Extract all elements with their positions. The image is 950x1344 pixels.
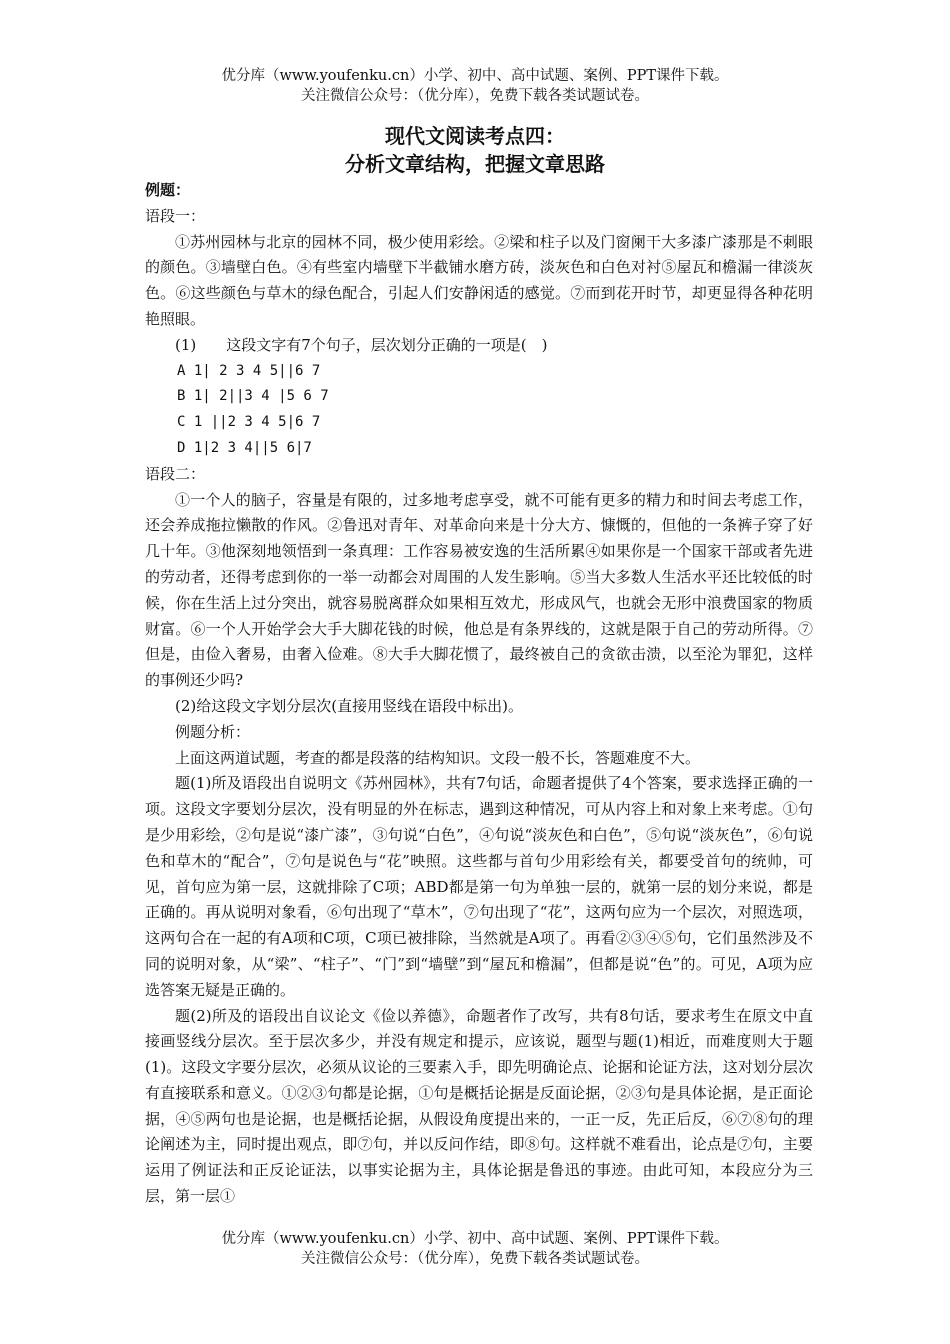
passage-1-label: 语段一： xyxy=(145,206,206,225)
header-line-1: 优分库（www.youfenku.cn）小学、初中、高中试题、案例、PPT课件下载。 xyxy=(221,68,729,84)
option-b: B 1| 2||3 4 |5 6 7 xyxy=(177,388,329,405)
analysis-paragraph-1: 上面这两道试题，考查的都是段落的结构知识。文段一般不长，答题难度不大。 xyxy=(175,748,701,767)
document-body xyxy=(145,178,813,1210)
option-c: C 1 ||2 3 4 5|6 7 xyxy=(177,414,321,431)
question-2: (2)给这段文字划分层次(直接用竖线在语段中标出)。 xyxy=(175,696,523,715)
analysis-paragraph-3: 题(2)所及的语段出自议论文《俭以养德》，命题者作了改写，共有8句话，要求考生在原文中直接画竖线分层次。至于层次多少，并没有规定和提示，应该说，题型与题(1)相近，而难度则大于题(1)。这段文字要分层次，必须从议论的三要素入手，即先明确论点、论据和论证方法，这对划分层次有直接联系和意义。①②③句都是论据，①句是概括论据是反面论据，②③句是具体论据，是正面论据，④⑤两句也是论据，也是概括论据，从假设角度提出来的，一正一反，先正后反，⑥⑦⑧句的理论阐述为主，同时提出观点，即⑦句，并以反问作结，即⑧句。这样就不难看出，论点是⑦句，主要运用了例证法和正反论证法，以事实论据为主，具体论据是鲁迅的事迹。由此可知，本段应分为三层，第一层① xyxy=(145,1006,813,1206)
option-a: A 1| 2 3 4 5||6 7 xyxy=(177,362,321,379)
document-title-line-2: 分析文章结构，把握文章思路 xyxy=(345,152,605,176)
document-title-line-1: 现代文阅读考点四： xyxy=(385,124,565,148)
analysis-label: 例题分析： xyxy=(175,722,251,741)
option-d: D 1|2 3 4||5 6|7 xyxy=(177,439,312,456)
header-line-2: 关注微信公众号：（优分库），免费下载各类试题试卷。 xyxy=(301,88,649,104)
page-header xyxy=(0,66,950,106)
analysis-paragraph-2: 题(1)所及语段出自说明文《苏州园林》，共有7句话，命题者提供了4个答案，要求选择正确的一项。这段文字要划分层次，没有明显的外在标志，遇到这种情况，可从内容上和对象上来考虑。①句是少用彩绘，②句是说“漆广漆”，③句说“白色”，④句说“淡灰色和白色”，⑤句说“淡灰色”，⑥句说色和草木的“配合”，⑦句是说色与“花”映照。这些都与首句少用彩绘有关，都要受首句的统帅，可见，首句应为第一层，这就排除了C项；ABD都是第一句为单独一层的，就第一层的划分来说，都是正确的。再从说明对象看，⑥句出现了“草木”，⑦句出现了“花”，这两句应为一个层次，对照选项，这两句合在一起的有A项和C项，C项已被排除，当然就是A项了。再看②③④⑤句，它们虽然涉及不同的说明对象，从“梁”、“柱子”、“门”到“墙壁”到“屋瓦和檐漏”，但都是说“色”的。可见，A项为应选答案无疑是正确的。 xyxy=(145,774,813,999)
page-footer xyxy=(0,1229,950,1269)
passage-1-text: ①苏州园林与北京的园林不同，极少使用彩绘。②梁和柱子以及门窗阑干大多漆广漆那是不刺眼的颜色。③墙壁白色。④有些室内墙壁下半截铺水磨方砖，淡灰色和白色对衬⑤屋瓦和檐漏一律淡灰色。⑥这些颜色与草木的绿色配合，引起人们安静闲适的感觉。⑦而到花开时节，却更显得各种花明艳照眼。 xyxy=(145,232,813,328)
passage-2-text: ①一个人的脑子，容量是有限的，过多地考虑享受，就不可能有更多的精力和时间去考虑工作，还会养成拖拉懒散的作风。②鲁迅对青年、对革命向来是十分大方、慷慨的，但他的一条裤子穿了好几十年。③他深刻地领悟到一条真理：工作容易被安逸的生活所累④如果你是一个国家干部或者先进的劳动者，还得考虑到你的一举一动都会对周围的人发生影响。⑤当大多数人生活水平还比较低的时候，你在生活上过分突出，就容易脱离群众如果相互效尤，形成风气，也就会无形中浪费国家的物质财富。⑥一个人开始学会大手大脚花钱的时候，他总是有条界线的，这就是限于自己的劳动所得。⑦但是，由俭入奢易，由奢入俭难。⑧大手大脚花惯了，最终被自己的贪欲击溃，以至沦为罪犯，这样的事例还少吗? xyxy=(145,490,813,690)
question-1: (1) 这段文字有7个句子，层次划分正确的一项是( ) xyxy=(175,335,548,354)
example-label: 例题： xyxy=(145,181,191,199)
footer-line-2: 关注微信公众号：（优分库），免费下载各类试题试卷。 xyxy=(301,1251,649,1267)
footer-line-1: 优分库（www.youfenku.cn）小学、初中、高中试题、案例、PPT课件下载。 xyxy=(221,1231,729,1247)
passage-2-label: 语段二： xyxy=(145,464,206,483)
